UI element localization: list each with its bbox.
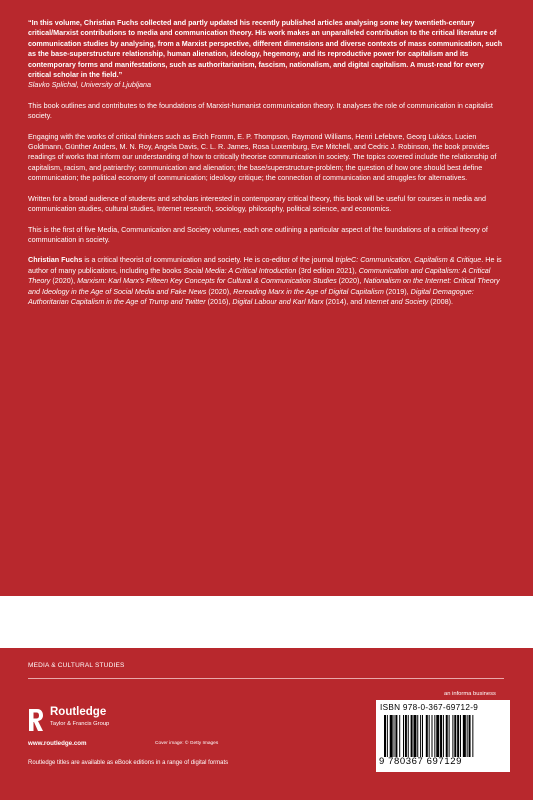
endorsement-quote: “In this volume, Christian Fuchs collected and partly updated his recently published articles analysing some key twentieth-century critical/Marxist contributions to media and communication theory. His work makes an unparalleled contribution to the critical literature of communication studies by analysing, from a Marxist perspective, different dimensions and diverse contexts of mass communication, such as the base-superstructure relationship, human alienation, ideology, hegemony, and its reproductive power for capitalism and its contemporary forms and manifestations, such as authoritarianism, fascism, nationalism, and digital capitalism. A must-read for every critical scholar in the field.” (28, 18, 503, 80)
description-paragraph-3: Written for a broad audience of students and scholars interested in contemporary critical theory, this book will be useful for courses in media and communication studies, cultural studies, Internet research, sociology, philosophy, political science, and economics. (28, 193, 486, 214)
description-paragraph-2: Engaging with the works of critical thinkers such as Erich Fromm, E. P. Thompson, Raymond Williams, Henri Lefebvre, Georg Lukács, Lucien Goldmann, Günther Anders, M. N. Roy, Angela Davis, C. L. R. James, Rosa Luxemburg, Eve Mitchell, and Cedric J. Robinson, the book provides readings of works that inform our understanding of how to critically theorise communication in society. The topics covered include the relationship of capitalism, racism, and patriarchy; communication and alienation; the base/superstructure-problem; the question of how one should best define communication; the political economy of communication; ideology critique; the connection of communication and struggles for alternatives. (28, 131, 497, 183)
author-name: Christian Fuchs (28, 255, 83, 265)
isbn-barcode-box (376, 700, 510, 772)
barcode-icon (384, 715, 502, 757)
endorsement-attribution: Slavko Splichal, University of Ljubljana (28, 80, 152, 90)
description-paragraph-1: This book outlines and contributes to the foundations of Marxist-humanist communication theory. It analyses the role of communication in capitalist society. (28, 100, 493, 121)
description-paragraph-4: This is the first of five Media, Communication and Society volumes, each one outlining a particular aspect of the foundations of a critical theory of communication in society. (28, 224, 488, 244)
cover-image-credit: Cover image: © Getty Images (155, 741, 219, 746)
publisher-name: Routledge (50, 706, 107, 718)
white-band (0, 596, 533, 648)
routledge-logo-icon (28, 708, 44, 732)
publisher-group: Taylor & Francis Group (50, 721, 110, 727)
publisher-url[interactable]: www.routledge.com (28, 740, 87, 747)
ebook-note: Routledge titles are available as eBook editions in a range of digital formats (28, 760, 229, 766)
informa-tagline: an informa business (444, 691, 496, 697)
subject-category: MEDIA & CULTURAL STUDIES (28, 662, 125, 669)
author-bio: Christian Fuchs is a critical theorist of communication and society. He is co-editor of the journal tripleC: Communication, Capitalism & Critique. He is author of many publications, including the books Social Media: A Critical Introduction (3rd edition 2021), Communication and Capitalism: A Critical Theory (2020), Marxism: Karl Marx’s Fifteen Key Concepts for Cultural & Communication Studies (2020), Nationalism on the Internet: Critical Theory and Ideology in the Age of Social Media and Fake News (2020), Rereading Marx in the Age of Digital Capitalism (2019), Digital Demagogue: Authoritarian Capitalism in the Age of Trump and Twitter (2016), Digital Labour and Karl Marx (2014), and Internet and Society (2008). (28, 255, 502, 306)
publisher-panel (0, 648, 533, 800)
isbn-label: ISBN 978-0-367-69712-9 (380, 703, 479, 712)
divider (28, 678, 504, 679)
barcode-digits: 9 780367 697129 (379, 756, 462, 767)
